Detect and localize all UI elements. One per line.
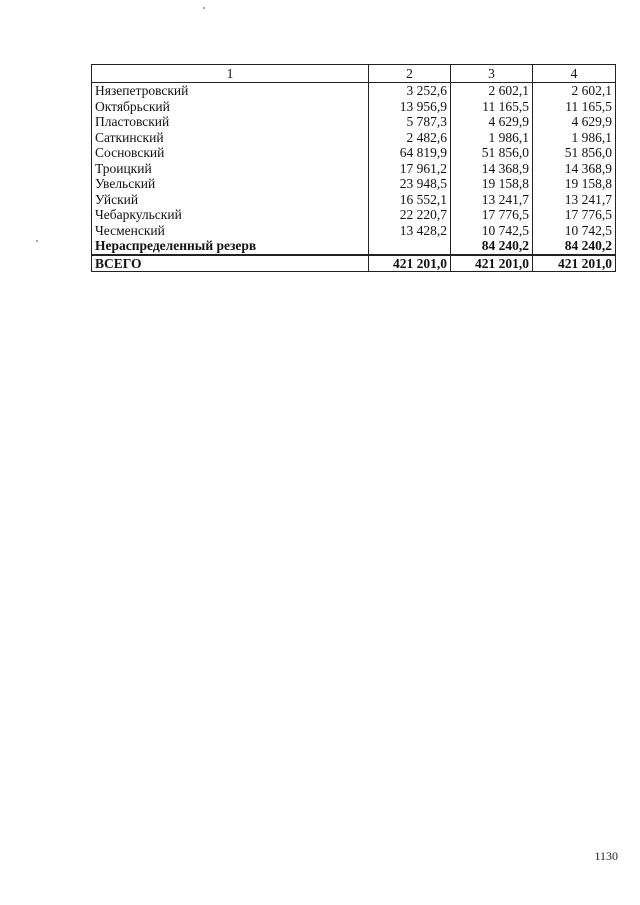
column-header: 3 (451, 65, 533, 83)
table-row (92, 223, 616, 239)
district-name: Пластовский (92, 114, 369, 130)
value-cell: 14 368,9 (533, 161, 616, 177)
value-cell: 17 776,5 (533, 207, 616, 223)
district-name: Чебаркульский (92, 207, 369, 223)
district-name: Троицкий (92, 161, 369, 177)
value-cell: 14 368,9 (451, 161, 533, 177)
value-cell: 3 252,6 (369, 83, 451, 99)
district-name: Саткинский (92, 130, 369, 146)
scan-speck (36, 240, 38, 242)
value-cell: 19 158,8 (533, 176, 616, 192)
value-cell: 10 742,5 (533, 223, 616, 239)
value-cell: 19 158,8 (451, 176, 533, 192)
value-cell: 1 986,1 (533, 130, 616, 146)
value-cell: 51 856,0 (533, 145, 616, 161)
budget-table (91, 64, 616, 272)
total-label: ВСЕГО (92, 255, 369, 272)
table-row (92, 99, 616, 115)
value-cell: 2 482,6 (369, 130, 451, 146)
total-value-cell: 421 201,0 (369, 255, 451, 272)
value-cell: 13 241,7 (451, 192, 533, 208)
scan-speck (203, 7, 205, 9)
value-cell: 5 787,3 (369, 114, 451, 130)
value-cell: 64 819,9 (369, 145, 451, 161)
value-cell: 84 240,2 (451, 238, 533, 255)
value-cell: 4 629,9 (451, 114, 533, 130)
value-cell: 11 165,5 (451, 99, 533, 115)
district-name: Увельский (92, 176, 369, 192)
value-cell: 10 742,5 (451, 223, 533, 239)
value-cell: 11 165,5 (533, 99, 616, 115)
table-row (92, 192, 616, 208)
value-cell: 13 956,9 (369, 99, 451, 115)
page-number: 1130 (594, 849, 618, 863)
value-cell: 4 629,9 (533, 114, 616, 130)
value-cell: 51 856,0 (451, 145, 533, 161)
table-header-row (92, 65, 616, 83)
total-value-cell: 421 201,0 (451, 255, 533, 272)
district-name: Уйский (92, 192, 369, 208)
column-header: 1 (92, 65, 369, 83)
value-cell: 13 241,7 (533, 192, 616, 208)
table-row (92, 207, 616, 223)
value-cell: 2 602,1 (533, 83, 616, 99)
value-cell: 1 986,1 (451, 130, 533, 146)
reserve-label: Нераспределенный резерв (92, 238, 369, 255)
value-cell: 23 948,5 (369, 176, 451, 192)
district-name: Чесменский (92, 223, 369, 239)
total-value-cell: 421 201,0 (533, 255, 616, 272)
table-row (92, 161, 616, 177)
value-cell: 13 428,2 (369, 223, 451, 239)
reserve-row (92, 238, 616, 255)
table-row (92, 176, 616, 192)
district-name: Сосновский (92, 145, 369, 161)
district-name: Октябрьский (92, 99, 369, 115)
table-row (92, 145, 616, 161)
value-cell (369, 238, 451, 255)
table-row (92, 83, 616, 99)
table-row (92, 130, 616, 146)
value-cell: 17 961,2 (369, 161, 451, 177)
value-cell: 16 552,1 (369, 192, 451, 208)
column-header: 2 (369, 65, 451, 83)
table-row (92, 114, 616, 130)
district-name: Нязепетровский (92, 83, 369, 99)
total-row (92, 255, 616, 272)
column-header: 4 (533, 65, 616, 83)
value-cell: 2 602,1 (451, 83, 533, 99)
value-cell: 22 220,7 (369, 207, 451, 223)
value-cell: 17 776,5 (451, 207, 533, 223)
value-cell: 84 240,2 (533, 238, 616, 255)
